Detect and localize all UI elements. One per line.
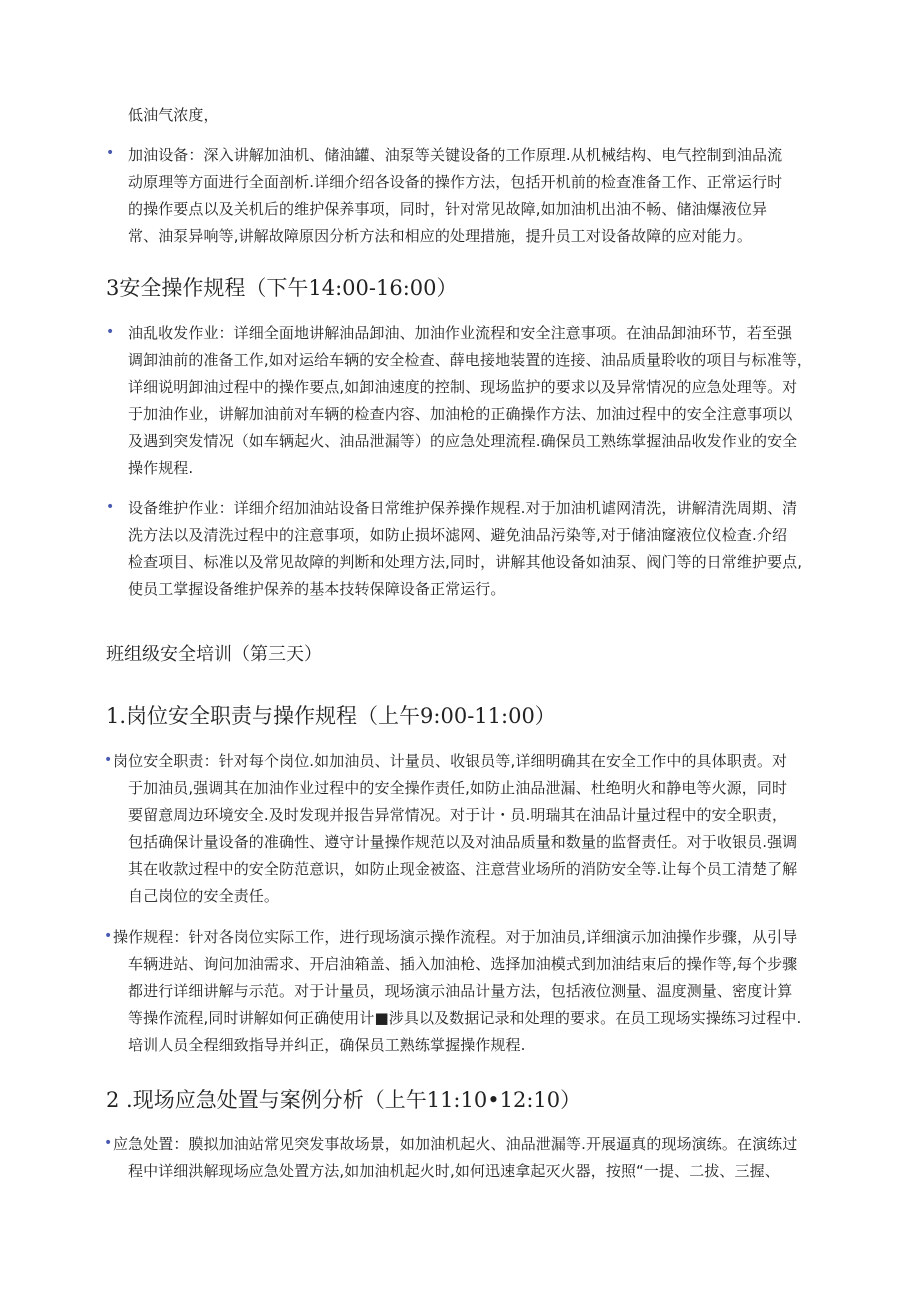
text-line: 动原理等方面进行全面剖析.详细介绍各设备的操作方法，包括开机前的检查准备工作、正常运行时 [128, 173, 783, 191]
text-line: 岗位安全职责：针对每个岗位.如加油员、计量员、收银员等,详细明确其在安全工作中的具体职责。对 [113, 752, 788, 770]
text-line: 要留意周边环境安全.及时发现并报告异常情况。对于计・员.明瑞其在油品计量过程中的安全职责， [128, 806, 788, 824]
section-title-team-training: 班组级安全培训（第三天） [106, 644, 322, 665]
bullet-paragraph-operating-procedures-cont [128, 951, 801, 1059]
text-line: 车辆进站、询问加油需求、开启油箱盖、插入加油枪、选择加油模式到加油结束后的操作等,每个步骤 [128, 955, 798, 973]
heading-post-duties: 1.岗位安全职责与操作规程（上午9:00-11:00） [106, 704, 556, 728]
text-line: 的操作要点以及关机后的维护保养事项，同时，针对常见故障,如加油机出油不畅、储油爆液位异 [128, 200, 768, 218]
text-line: 加油设备：深入讲解加油机、储油罐、油泵等关键设备的工作原理.从机械结构、电气控制到油品流 [128, 146, 783, 164]
text-line: 于加油作业，讲解加油前对车辆的检查内容、加油枪的正确操作方法、加油过程中的安全注意事项以 [128, 405, 793, 423]
text-line: 调卸油前的准备工作,如对运给车辆的安全检查、薛电接地装置的连接、油品质量聆收的项目与标准等， [128, 351, 812, 369]
heading-safety-procedures: 3安全操作规程（下午14:00-16:00） [106, 276, 458, 300]
text-line: 培训人员全程细致指导并纠正，确保员工熟练掌握操作规程. [128, 1036, 526, 1054]
text-line: 应急处置：膜拟加油站常见突发事故场景，如加油机起火、油品泄漏等.开展逼真的现场演练。在演练过 [113, 1135, 798, 1153]
bullet-paragraph-post-duties-cont [128, 775, 797, 910]
heading-emergency-response: 2 .现场应急处置与案例分析（上午11:10•12:10） [106, 1088, 582, 1112]
bullet-paragraph-oil-handling [128, 320, 812, 482]
text-line: 详细说明卸油过程中的操作要点,如卸油速度的控制、现场监护的要求以及异常情况的应急处理等。对 [128, 378, 798, 396]
bullet-marker: • [106, 324, 115, 340]
bullet-paragraph-equipment [128, 142, 782, 250]
text-line: 操作规程. [128, 459, 194, 477]
bullet-marker: • [106, 499, 115, 515]
text-line: 自己岗位的安全责任。 [128, 887, 280, 905]
bullet-paragraph-emergency-cont [128, 1158, 780, 1185]
text-line: 使员工掌握设备维护保养的基本技转保障设备正常运行。 [128, 580, 506, 598]
text-line: 于加油员,强调其在加油作业过程中的安全操作责任,如防止油品泄漏、杜绝明火和静电等火源，同时 [128, 779, 788, 797]
bullet-paragraph-maintenance [128, 495, 802, 603]
text-line: 及遇到突发情况（如车辆起火、油品泄漏等）的应急处理流程.确保员工熟练掌握油品收发作业的安全 [128, 432, 798, 450]
text-line: 油乱收发作业：详细全面地讲解油品卸油、加油作业流程和安全注意事项。在油品卸油环节，若至强 [128, 324, 793, 342]
continuation-paragraph [128, 102, 219, 129]
bullet-paragraph-operating-procedures [113, 924, 797, 951]
text-line: 洗方法以及清洗过程中的注意事项，如防止损坏滤网、避免油品污染等,对于储油窿液位仪检查.介绍 [128, 526, 788, 544]
bullet-marker: • [104, 928, 113, 944]
bullet-paragraph-post-duties [113, 748, 787, 775]
text-line: 等操作流程,同时讲解如何正确使用计■涉具以及数据记录和处理的要求。在员工现场实操练习过程中. [128, 1009, 802, 1027]
text-line: 程中详细洪解现场应急处置方法,如加油机起火时,如何迅速拿起灭火器，按照“一提、二拔、三握、 [128, 1162, 780, 1180]
text-line: 设备维护作业：详细介绍加油站设备日常维护保养操作规程.对于加油机谑网清洗，讲解清洗周期、清 [128, 499, 798, 517]
bullet-paragraph-emergency [113, 1131, 797, 1158]
text-line: 检查项目、标准以及常见故障的判断和处理方法,同时，讲解其他设备如油泵、阀门等的日常维护要点, [128, 553, 803, 571]
text-line: 常、油泵异响等,讲解故障原因分析方法和相应的处理措施，提升员工对设备故障的应对能力。 [128, 227, 752, 245]
text-line: 操作规程：针对各岗位实际工作，进行现场演示操作流程。对于加油员,详细演示加油操作步骤，从引导 [113, 928, 798, 946]
bullet-marker: • [104, 752, 113, 768]
text-line: 低油气浓度， [128, 106, 219, 124]
text-line: 其在收款过程中的安全防范意识，如防止现金被盗、注意营业场所的消防安全等.让每个员工清楚了解 [128, 860, 798, 878]
text-line: 都进行详细讲解与示范。对于计量员，现场演示油品计量方法，包括液位测量、温度测量、密度计算 [128, 982, 793, 1000]
text-line: 包括确保计量设备的准确性、遵守计量操作规范以及对油品质量和数量的监督责任。对于收银员.强调 [128, 833, 798, 851]
bullet-marker: • [104, 1135, 113, 1151]
bullet-marker: • [106, 145, 115, 161]
